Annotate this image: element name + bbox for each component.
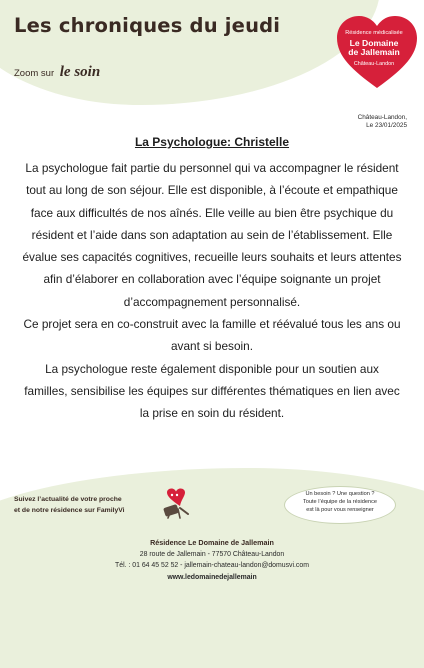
logo-line-1: Résidence médicalisée <box>345 30 403 36</box>
article-body <box>22 157 402 425</box>
help-line-2: Toute l’équipe de la résidence <box>302 498 377 505</box>
zoom-prefix: Zoom sur <box>14 68 55 79</box>
footer-phone-email: Tél. : 01 64 45 52 52 - jallemain-chateau-landon@domusvi.com <box>115 562 309 569</box>
zoom-subtitle <box>14 64 100 81</box>
footer-address: 28 route de Jallemain - 77570 Château-Landon <box>139 550 285 558</box>
help-speech-bubble <box>284 486 396 524</box>
page-title: Les chroniques du jeudi <box>14 14 281 37</box>
place-date <box>358 114 407 130</box>
footer-residence-name: Résidence Le Domaine de Jallemain <box>150 538 274 547</box>
help-line-1: Un besoin ? Une question ? <box>305 491 375 497</box>
logo-line-3: de Jallemain <box>348 47 400 57</box>
article-paragraph: Ce projet sera en co-construit avec la famille et réévalué tous les ans ou avant si besoin. <box>23 317 401 354</box>
help-line-3: est là pour vous renseigner <box>306 506 374 513</box>
zoom-subject: le soin <box>59 64 101 80</box>
article-paragraph: La psychologue fait partie du personnel qui va accompagner le résident tout au long de son séjour. Elle est disponible, à l’écoute et empathique face aux difficultés de nos aînés. Elle veille au bien être psychique du résident et l’aide dans son adaptation au sein de l’établissement. Elle évalue ses capacités cognitives, recueille leurs souhaits et leurs attentes afin d’élaborer en collaboration avec l’équipe soignante un projet d’accompagnement personnalisé. <box>22 161 402 309</box>
article-paragraph: La psychologue reste également disponible pour un soutien aux familles, sensibilise les équipes sur différentes thématiques en lien avec la prise en soin du résident. <box>24 361 400 421</box>
date: Le 23/01/2025 <box>366 122 407 129</box>
logo-line-4: Château-Landon <box>353 61 395 67</box>
footer-contact <box>0 537 424 583</box>
familyvi-line-2: et de notre résidence sur FamilyVi <box>14 507 125 514</box>
footer-website-link[interactable]: www.ledomainedejallemain <box>167 573 257 581</box>
article-title: La Psychologue: Christelle <box>134 135 290 149</box>
familyvi-mascot-icon <box>158 484 192 520</box>
logo-line-2: Le Domaine <box>349 38 399 48</box>
familyvi-promo <box>14 494 125 516</box>
familyvi-line-1: Suivez l’actualité de votre proche <box>14 496 122 503</box>
place: Château-Landon, <box>357 114 407 121</box>
